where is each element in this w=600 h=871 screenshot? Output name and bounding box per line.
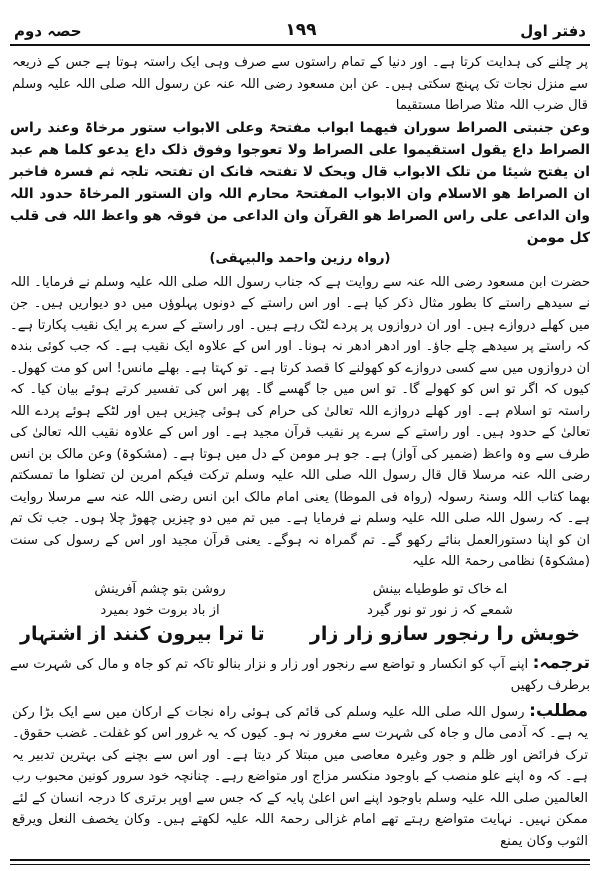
page-number: ۱۹۹ [285,20,317,40]
matlab-text: رسول اللہ صلی اللہ علیہ وسلم کی قائم کی ہوئی راہ نجات کے ارکان میں سے ایک بڑا رکن یہ ہے۔ کہ آدمی مال و جاہ کی شہرت سے مغرور نہ ہو۔ کیوں کہ یہ غرور اس کو غفلت۔ غضب حقوق۔ ترک فرائض اور ظلم و جور وغیرہ معاصی میں مبتلا کر دیتا ہے۔ اور اس سے بچنے کی بہترین تدبیر یہ ہے۔ کہ وہ اپنے علو منصب کے باوجود منکسر مزاج اور متواضع رہے۔ چنانچہ خود سرور کونین محبوب رب العالمین صلی اللہ علیہ وسلم باوجود اپنے اس اعلیٰ پایہ کے کہ جس سے اوپر برتری کا درجہ انسان کے لئے ممکن نہیں۔ نہایت متواضع رہتے تھے امام غزالی رحمۃ اللہ علیہ لکھتے ہیں۔ وکان یخصف النعل ویرقع الثوب وکان یمنع [12,704,588,849]
verse-first-half: خوبش را رنجور سازو زار زار [309,622,580,645]
translation-paragraph: حضرت ابن مسعود رضی اللہ عنہ سے روایت ہے کہ جناب رسول اللہ صلی اللہ علیہ وسلم نے فرمایا۔ اللہ نے سیدھے راستے کا بطور مثال ذکر کیا ہے۔ اور اس راستے کے دونوں پہلوؤں میں دو دیواریں ہیں۔ جن میں کھلے دروازے ہیں۔ اور ان دروازوں پر پردے لٹک رہے ہیں۔ اور راستے کے سرے پر ایک نقیب پکارتا ہے۔ کہ راستے پر سیدھے چلے جاؤ۔ اور ادھر ادھر نہ ہونا۔ اور اس کے علاوہ ایک نقیب ہے۔ کہ جب کوئی بندہ ان دروازوں میں سے کسی دروازے کو کھولنے کا قصد کرتا ہے۔ تو کہتا ہے۔ بھلے مانس! اس کو مت کھول۔ کیوں کہ اگر تو اس کو کھولے گا۔ تو اس میں جا گھسے گا۔ پھر اس کی تفسیر کرتے ہوئے بیان کیا۔ کہ راستہ تو اسلام ہے۔ اور کھلے دروازے اللہ تعالیٰ کی حرام کی ہوئی چیزیں ہیں اور لٹکے ہوئے پردے اللہ تعالیٰ کے حدود ہیں۔ اور راستے کے سرے پر نقیب قرآن مجید ہے۔ اور اس کے علاوہ نقیب اللہ تعالیٰ کی طرف سے وہ واعظ (ضمیر کی آواز) ہے۔ جو ہر مومن کے دل میں ہوتا ہے۔ (مشکوۃ) وعن مالک بن انس رضی اللہ عنہ مرسلا قال قال رسول اللہ صلی اللہ علیہ وسلم ترکت فیکم امرین لن تضلوا ما تمسکتم بھما کتاب اللہ وسنۃ رسولہ (رواہ فی الموطا) یعنی امام مالک ابن انس رضی اللہ عنہ سے مرسلا روایت ہے۔ کہ رسول اللہ صلی اللہ علیہ وسلم نے فرمایا ہے۔ میں تم میں دو چیزیں چھوڑ چلا ہوں۔ جب تک تم ان کو اپنا دستورالعمل بنائے رکھو گے۔ تم گمراہ نہ ہوگے۔ یعنی قرآن مجید اور اس کے رسول کی سنت (مشکوۃ) نظامی رحمۃ اللہ علیہ [10,274,590,569]
tarjuma-text: اپنے آپ کو انکسار و تواضع سے رنجور اور زار و نزار بنالو تاکہ تم کو جاہ و مال کی شہرت سے برطرف رکھیں [10,656,590,693]
tarjuma-label: ترجمہ: [532,652,590,673]
poem-line: اے خاک تو طوطیاے بینش [372,581,508,597]
intro-paragraph: پر چلنے کی ہدایت کرتا ہے۔ اور دنیا کے تمام راستوں سے صرف وہی ایک راستہ ہوتا ہے جس کے ذریعہ سے منزل نجات تک پہنچ سکتی ہیں۔ عن ابن مسعود رضی اللہ عنہ عن رسول اللہ صلی اللہ علیہ وسلم قال ضرب اللہ مثلا صراطا مستقیما [12,55,588,113]
matlab-paragraph [12,701,588,853]
poem-line: شمعے کہ ز نور تو نور گیرد [367,602,513,618]
tarjuma-paragraph [10,653,590,697]
poem-verses [40,579,560,621]
volume-label: دفتر اول [520,22,586,40]
poem-line: روشن بتو چشم آفرینش [94,581,226,597]
bottom-rule [10,859,590,865]
verse-headline [20,623,580,645]
section-label: حصہ دوم [14,22,82,40]
hadith-citation: (رواہ رزین واحمد والبیہقی) [209,250,391,266]
page-header [10,6,590,46]
matlab-label: مطلب: [529,700,588,721]
hadith-arabic: وعن جنبتی الصراط سوران فیھما ابواب مفتحۃ وعلی الابواب ستور مرخاۃ وعند راس الصراط داع یقول استقیموا علی الصراط ولا تعوجوا وفوق ذلک داع یدعو کلما ھم عبد ان یفتح شیئا من تلک الابواب قال ویحک لا تفتحہ فانک ان تفتحہ تلجہ ثم فسرہ فاخبر ان الصراط ھو الاسلام وان الابواب المفتحۃ محارم اللہ وان الستور المرخاۃ حدود اللہ وان الداعی علی راس الصراط ھو القرآن وان الداعی من فوقہ ھو واعظ اللہ فی قلب کل مومن [10,119,590,246]
poem-line: از باد بروت خود بمیرد [100,602,220,618]
verse-second-half: تا ترا بیرون کنند از اشتہار [20,622,265,645]
